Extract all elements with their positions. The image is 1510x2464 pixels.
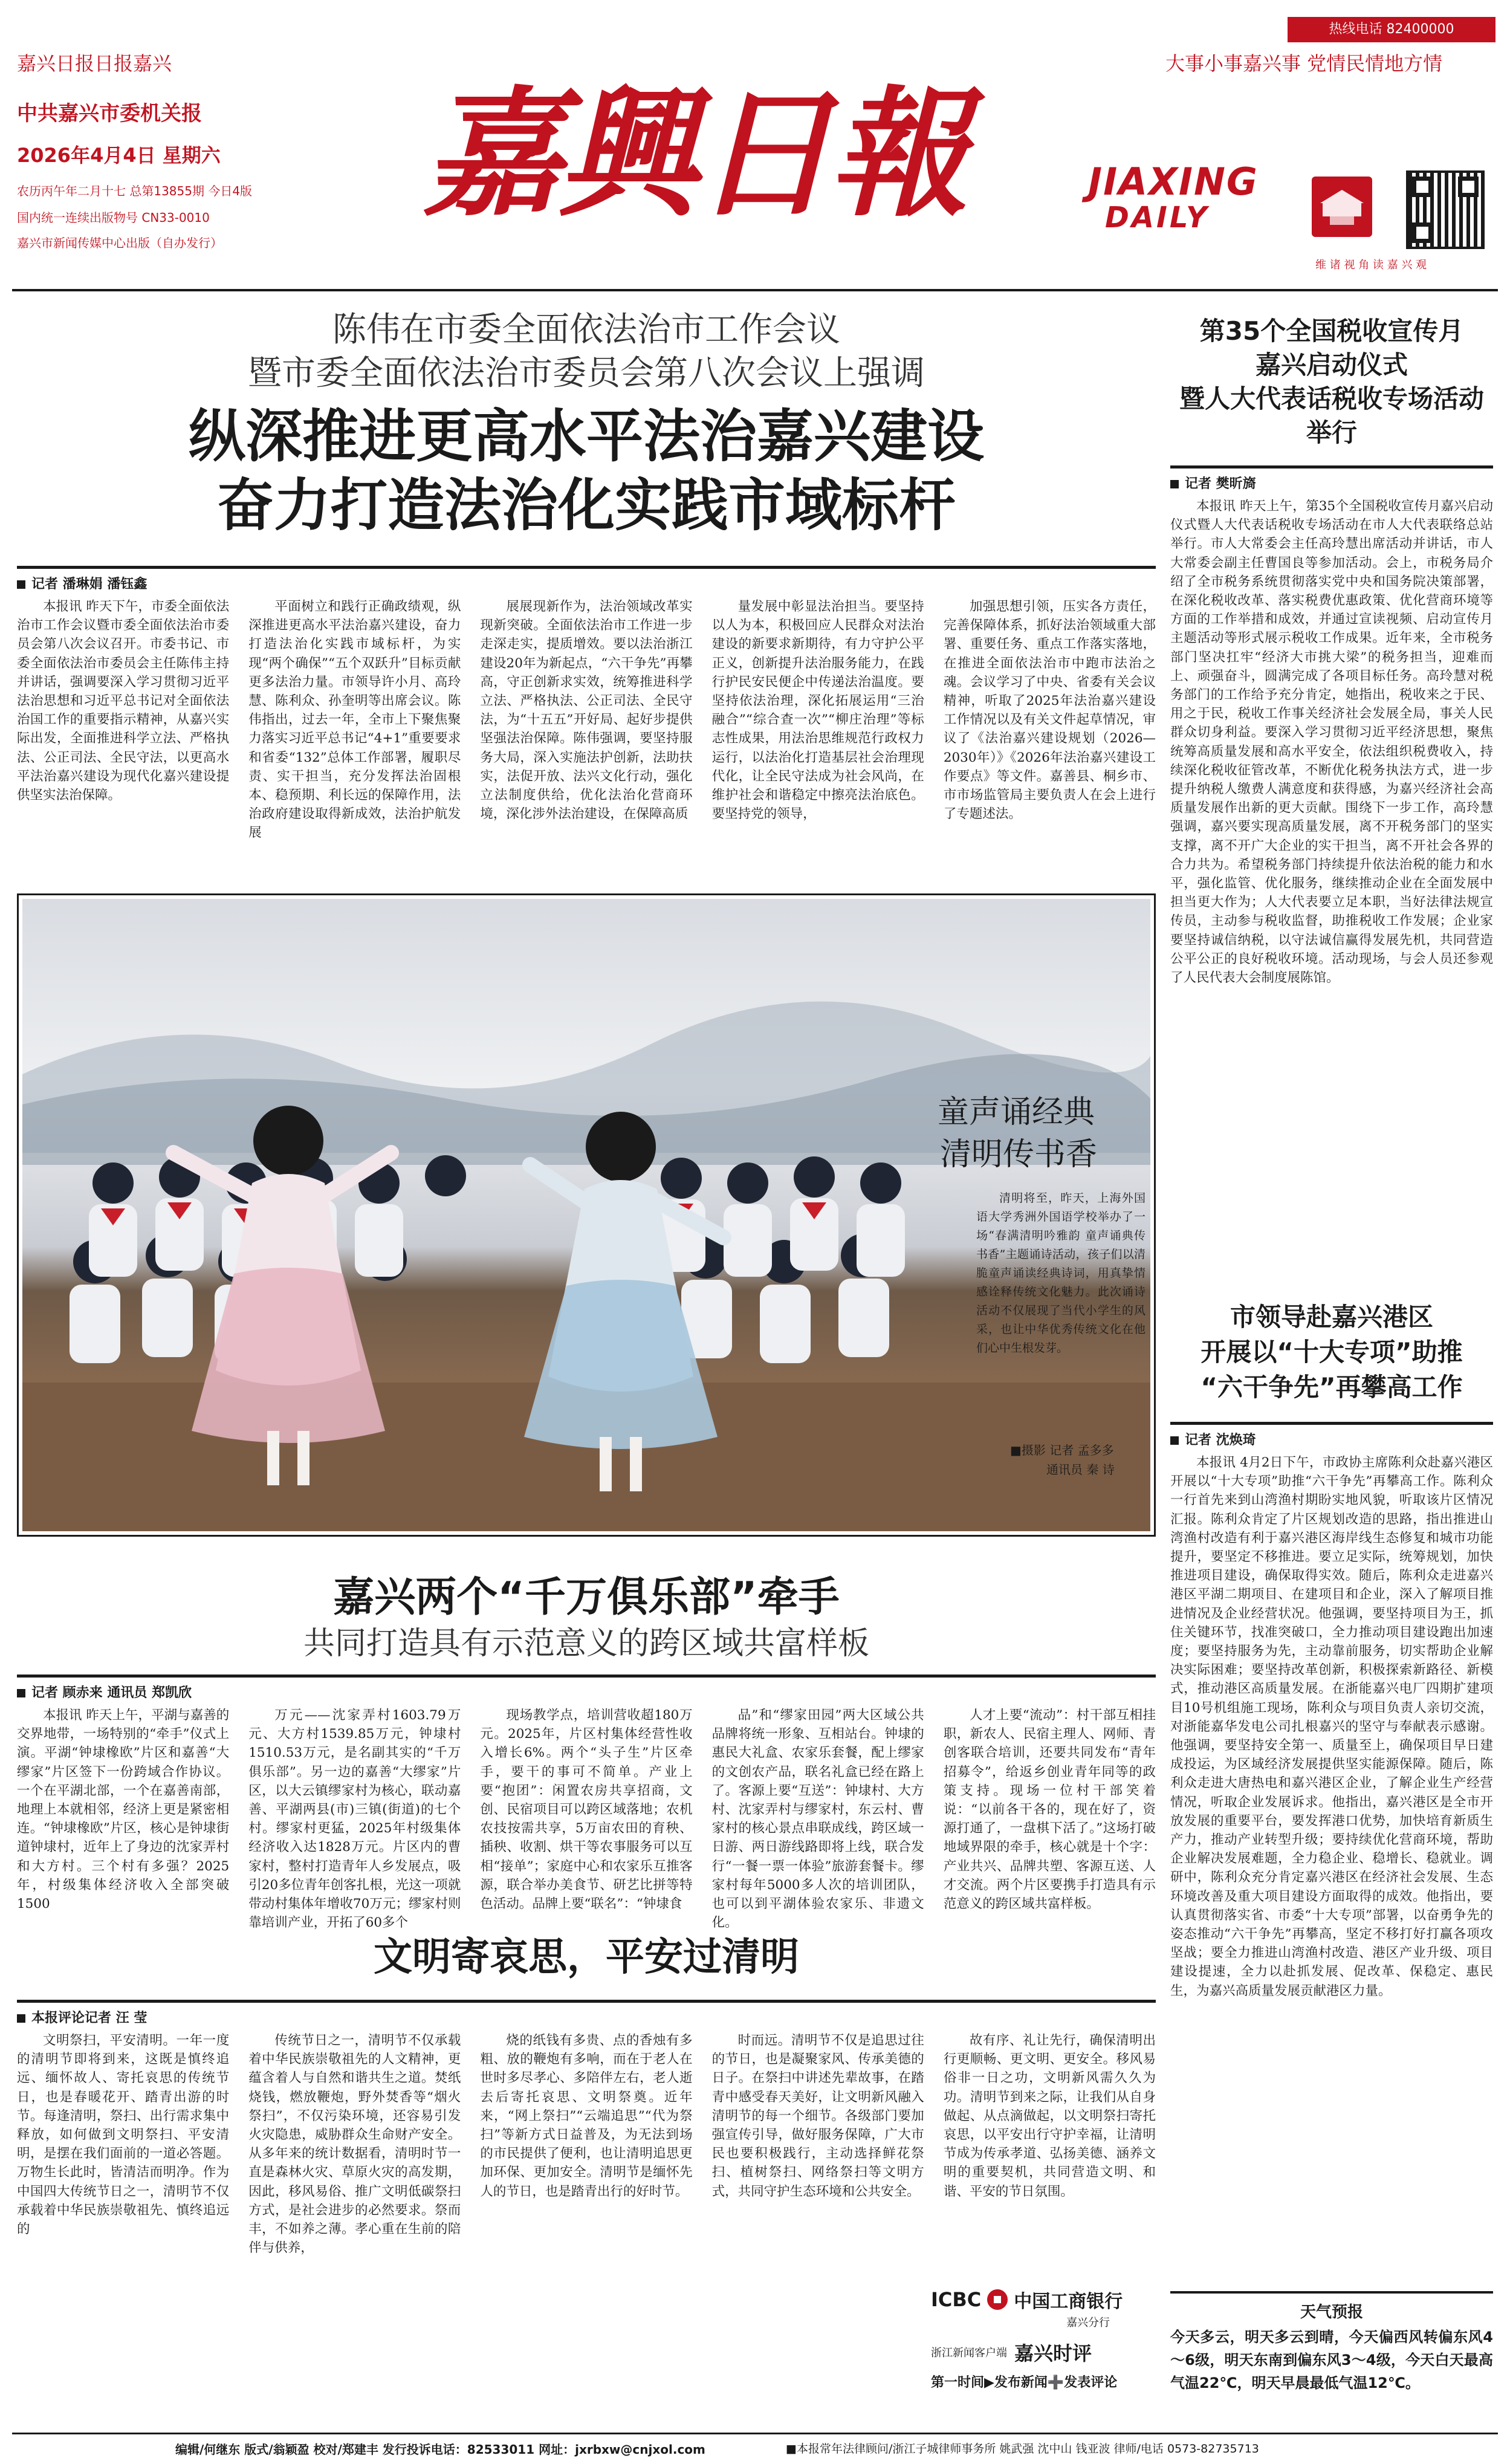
logo-en-line1: JIAXING xyxy=(1088,160,1259,204)
mid-story xyxy=(17,1572,1156,1931)
masthead xyxy=(0,0,1510,294)
editorial-col-4: 时而远。清明节不仅是追思过往的节日，也是凝聚家风、传承美德的日子。在祭扫中讲述先辈故事，在踏青中感受春天美好，让文明新风融入清明节的每一个细节。各级部门要加强宣传引导，做好服务保障，广大市民也要积极践行，主动选择鲜花祭扫、植树祭扫、网络祭扫等文明方式，共同守护生态环境和公共安全。 xyxy=(711,2033,924,2199)
mid-col-3: 现场教学点，培训营收超180万元。2025年，片区村集体经营性收入增长6%。两个“头子生”片区牵手，要干的事可不简单。产业上要“抱团”：闲置农房共享招商，文创、民宿项目可以跨区域落地；农机农技按需共享，5万亩农田的育秧、插秧、收割、烘干等农事服务可以互相“接单”；家庭中心和农家乐互推客源，联合举办美食节、研艺比拼等特色活动。品牌上要“联名”：“钟埭食 xyxy=(480,1708,693,1912)
masthead-cn: 国内统一连续出版物号 CN33-0010 xyxy=(17,210,210,225)
footer-right: ■本报常年法律顾问/浙江子城律师事务所 姚武强 沈中山 钱亚波 律师/电话 0573-82735713 xyxy=(786,2442,1259,2456)
qr-caption: 维 诸 视 角 读 嘉 兴 观 xyxy=(1315,259,1427,271)
hotline-bar xyxy=(1288,17,1495,42)
lead-col-2: 平面树立和践行正确政绩观，纵深推进更高水平法治嘉兴建设，奋力打造法治化实践市域标杆，为实现“两个确保”“五个双跃升”目标贡献更多法治力量。市领导许小月、高玲慧、陈利众、孙奎明等出席会议。陈伟指出，过去一年，全市上下聚焦聚力落实习近平总书记“4+1”重要要求和省委“132”总体工作部署，履职尽责、实干担当，充分发挥法治固根本、稳预期、利长远的保障作用，法治政府建设取得新成效，法治护航发展 xyxy=(248,599,461,841)
mid-col-2: 万元——沈家弄村1603.79万元、大方村1539.85万元，钟埭村1510.53万元，是名副其实的“千万俱乐部”。另一边的嘉善“大缪家”片区，以大云镇缪家村为核心，联动嘉善、平湖两县(市)三镇(街道)的七个村。缪家村更猛，2025年村级集体经济收入达1828万元。片区内的曹家村，整村打造青年人乡发展点，吸引20多位青年创客扎根，光这一项就带动村集体年增收70万元；缪家村则靠培训产业，开拓了60多个 xyxy=(248,1708,461,1931)
right-mid-byline xyxy=(1170,1422,1493,1453)
editorial-col-2: 传统节日之一，清明节不仅承载着中华民族崇敬祖先的人文精神，更蕴含着人与自然和谐共生之道。焚纸烧钱，燃放鞭炮，野外焚香等“烟火祭扫”，不仅污染环境，还容易引发火灾隐患，威胁群众生命财产安全。从多年来的统计数据看，清明时节一直是森林火灾、草原火灾的高发期，因此，移风易俗、推广文明低碳祭扫方式，是社会进步的必然要求。祭而丰，不如养之薄。孝心重在生前的陪伴与供养， xyxy=(248,2033,461,2256)
photo-credit-2: 通讯员 秦 诗 xyxy=(1046,1462,1115,1477)
mid-col-5: 人才上要“流动”：村干部互相挂职，新农人、民宿主理人、网师、青创客联合培训，还要共同发布“青年招募令”，给返乡创业青年同等的政策支持。现场一位村干部笑着说：“以前各干各的，现在好了，资源打通了，一盘棋下活了。”这场打破地域界限的牵手，核心就是十个字：产业共兴、品牌共塑、客源互送、人才交流。两个片区要携手打造具有示范意义的跨区域共富样板。 xyxy=(943,1708,1156,1912)
hotline-text: 热线电话 82400000 xyxy=(1329,22,1454,37)
logo-en xyxy=(1088,162,1259,233)
lead-body xyxy=(17,597,1156,906)
lead-byline-text: 记者 潘琳娟 潘钰鑫 xyxy=(31,577,147,592)
editorial-col-3: 烧的纸钱有多贵、点的香烛有多粗、放的鞭炮有多响，而在于老人在世时多尽孝心、多陪伴左右，老人逝去后寄托哀思、文明祭奠。近年来，“网上祭扫”“云端追思”“代为祭扫”等新方式日益普及，为无法到场的市民提供了便利，也让清明追思更加环保、更加安全。清明节是缅怀先人的节日，也是踏青出行的好时节。 xyxy=(480,2033,693,2199)
right-mid-byline-text: 记者 沈焕琦 xyxy=(1185,1433,1256,1448)
byline-square-icon xyxy=(17,580,25,589)
right-mid-title-3: “六干争先”再攀高工作 xyxy=(1201,1372,1463,1402)
emblem-icon xyxy=(1312,177,1372,237)
masthead-right-slogan: 大事小事嘉兴事 党情民情地方情 xyxy=(1165,52,1443,75)
column-slogan: 第一时间▶发布新闻➕发表评论 xyxy=(931,2375,1118,2390)
byline-square-icon xyxy=(1170,480,1179,488)
byline-square-icon xyxy=(17,1689,25,1697)
right-top-title-2: 嘉兴启动仪式 xyxy=(1255,350,1408,380)
masthead-publisher: 嘉兴市新闻传媒中心出版（自办发行） xyxy=(17,236,222,250)
lead-title-2: 奋力打造法治化实践市域标杆 xyxy=(216,473,956,539)
lead-kicker-2: 暨市委全面依法治市委员会第八次会议上强调 xyxy=(248,354,925,393)
masthead-org: 中共嘉兴市委机关报 xyxy=(17,102,202,126)
lead-col-5: 加强思想引领，压实各方责任，完善保障体系，抓好法治领域重大部署、重要任务、重点工作落实落地，在推进全面依法治市中跑市法治之魂。会议学习了中央、省委有关会议精神，听取了2025年法治嘉兴建设工作情况以及有关文件起草情况，审议了《法治嘉兴建设规划（2026—2030年）》《2026年法治嘉兴建设工作要点》等文件。嘉善县、桐乡市、市市场监管局主要负责人在会上进行了专题述法。 xyxy=(943,599,1156,822)
mid-subtitle: 共同打造具有示范意义的跨区域共富样板 xyxy=(303,1626,869,1662)
right-mid-title-2: 开展以“十大专项”助推 xyxy=(1201,1337,1463,1367)
bank-sub: 嘉兴分行 xyxy=(1066,2316,1110,2329)
right-top-title-3: 暨人大代表话税收专场活动举行 xyxy=(1179,384,1484,447)
weather-title: 天气预报 xyxy=(1300,2303,1363,2321)
lead-story xyxy=(17,308,1156,883)
footer-left: 编辑/何继东 版式/翁颖盈 校对/郑建丰 发行投诉电话：82533011 网址：jxrbxw@cnjxol.com xyxy=(175,2442,705,2457)
weather-box xyxy=(1170,2291,1493,2412)
qr-code-icon[interactable] xyxy=(1406,170,1485,249)
right-top-story xyxy=(1170,314,1493,1312)
ad-block xyxy=(931,2286,1161,2413)
column-org: 浙江新闻客户端 xyxy=(931,2347,1007,2359)
masthead-date: 2026年4月4日 星期六 xyxy=(17,144,221,167)
right-mid-story xyxy=(1170,1300,1493,2279)
mid-body xyxy=(17,1706,1156,1931)
bank-name: 中国工商银行 xyxy=(1014,2291,1123,2312)
right-top-byline-text: 记者 樊昕旖 xyxy=(1185,476,1256,491)
editorial-byline-text: 本报评论记者 汪 莹 xyxy=(31,2011,147,2026)
masthead-rule xyxy=(12,289,1498,291)
icbc-icon xyxy=(987,2289,1008,2310)
newspaper-logo: 嘉興日報 xyxy=(423,73,965,236)
photo-title-1: 童声诵经典 xyxy=(938,1094,1095,1130)
right-top-byline xyxy=(1170,465,1493,497)
bank-code: ICBC xyxy=(931,2288,982,2311)
editorial-byline xyxy=(17,2000,1156,2031)
photo-title-2: 清明传书香 xyxy=(940,1136,1098,1173)
photo-story xyxy=(17,893,1156,1537)
icbc-logo xyxy=(931,2286,1161,2313)
column-name: 嘉兴时评 xyxy=(1014,2342,1092,2365)
editorial-col-1: 文明祭扫，平安清明。一年一度的清明节即将到来，这既是慎终追远、缅怀故人、寄托哀思的传统节日，也是春暖花开、踏青出游的时节。每逢清明，祭扫、出行需求集中释放，如何做到文明祭扫、平安清明，是摆在我们面前的一道必答题。万物生长此时，皆清洁而明净。作为中国四大传统节日之一，清明节不仅承载着中华民族崇敬祖先、慎终追远的 xyxy=(17,2033,230,2237)
mid-byline xyxy=(17,1675,1156,1706)
masthead-lunar: 农历丙午年二月十七 总第13855期 今日4版 xyxy=(17,184,253,198)
photo-credit-1: ■摄影 记者 孟多多 xyxy=(1010,1443,1114,1457)
right-mid-title-1: 市领导赴嘉兴港区 xyxy=(1230,1302,1433,1332)
editorial xyxy=(17,1932,1156,2283)
right-top-title-1: 第35个全国税收宣传月 xyxy=(1199,316,1464,346)
masthead-left-slogan: 嘉兴日报日报嘉兴 xyxy=(17,52,172,75)
mid-byline-text: 记者 顾赤来 通讯员 郑凯欣 xyxy=(31,1685,192,1700)
lead-col-1: 本报讯 昨天下午，市委全面依法治市工作会议暨市委全面依法治市委员会第八次会议召开。市委书记、市委全面依法治市委员会主任陈伟主持并讲话，强调要深入学习贯彻习近平法治思想和习近平总书记对全面依法治国工作的重要指示精神，从嘉兴实际出发，全面推进科学立法、严格执法、公正司法、全民守法，以更高水平法治嘉兴建设为现代化嘉兴建设提供坚实法治保障。 xyxy=(17,599,230,803)
right-mid-body: 本报讯 4月2日下午，市政协主席陈利众赴嘉兴港区开展以“十大专项”助推“六干争先”再攀高工作。陈利众一行首先来到山湾渔村期盼实地风貌，听取该片区情况汇报。陈利众肯定了片区规划改造的思路，指出推进山湾渔村改造有利于嘉兴港区海岸线生态修复和城市功能提升，要坚定不移推进。要立足实际，统筹规划，加快推进项目建设，确保取得实效。随后，陈利众走进嘉兴港区平湖二期项目、在建项目和企业，深入了解项目推进情况及企业经营状况。他强调，要坚持项目为王，抓住关键环节，找准突破口，全力推动项目建设跑出加速度；要坚持服务为先，主动靠前服务，切实帮助企业解决实际困难；要坚持改革创新，积极探索新路径、新模式，推动港区高质量发展。在浙能嘉兴电厂四期扩建项目10号机组施工现场，陈利众与项目负责人亲切交流，对浙能嘉华发电公司扎根嘉兴的坚守与奉献表示感谢。他强调，要坚持安全第一、质量至上，确保项目早日建成投运，为区域经济发展提供坚实能源保障。随后，陈利众走进大唐热电和嘉兴港区企业，了解企业生产经营情况，听取企业发展诉求。他指出，嘉兴港区是全市开放发展的重要平台，要发挥港口优势，加快培育新质生产力，推动产业转型升级；要持续优化营商环境，帮助企业解决发展难题，全力稳企业、稳增长、稳就业。调研中，陈利众充分肯定嘉兴港区在经济社会发展、生态环境改善及重大项目建设方面取得的成效。他指出，要认真贯彻落实省、市委“十大专项”部署，以奋勇争先的姿态推动“六干争先”再攀高，坚定不移打好打赢各项攻坚战；要全力推进山湾渔村改造、港区产业升级、项目建设提速，全力以赴抓发展、促改革、保稳定、惠民生，为嘉兴高质量发展贡献港区力量。 xyxy=(1170,1455,1493,1999)
lead-col-4: 量发展中彰显法治担当。要坚持以人为本，积极回应人民群众对法治建设的新要求新期待，有力守护公平正义，创新提升法治服务能力，在践行护民安民便企中传递法治温度。要坚持依法治理，深化拓展运用“三治融合”“综合查一次”“柳庄治理”等标志性成果，用法治思维规范行政权力运行，以法治化打造基层社会治理现代化，让全民守法成为社会风尚，在维护社会和谐稳定中擦亮法治底色。要坚持党的领导， xyxy=(711,599,924,822)
footer-rule xyxy=(12,2433,1498,2434)
weather-text: 今天多云，明天多云到晴，今天偏西风转偏东风4～6级，明天东南到偏东风3～4级，今天白天最高气温22℃，明天早晨最低气温12℃。 xyxy=(1170,2329,1493,2391)
lead-byline xyxy=(17,566,1156,597)
mid-col-1: 本报讯 昨天上午，平湖与嘉善的交界地带，一场特别的“牵手”仪式上演。平湖“钟埭橡欧”片区和嘉善“大缪家”片区签下一份跨域合作协议。一个在平湖北部，一个在嘉善南部，地理上本就相邻，经济上更是紧密相连。“钟埭橡欧”片区，核心是钟埭街道钟埭村，近年上了身边的沈家弄村和大方村。三个村有多强？2025年，村级集体经济收入全部突破1500 xyxy=(17,1708,230,1912)
lead-col-3: 展展现新作为，法治领域改革实现新突破。全面依法治市工作进一步走深走实，提质增效。要以法治浙江建设20年为新起点，“六干争先”再攀高，守正创新求实效，统筹推进科学立法、严格执法、公正司法、全民守法，为“十五五”开好局、起好步提供坚强法治保障。陈伟强调，要坚持服务大局，深入实施法护创新，法助扶实，法促开放、法兴文化行动，强化立法制度供给，优化法治化营商环境，深化涉外法治建设，在保障高质 xyxy=(480,599,693,822)
byline-square-icon xyxy=(17,2014,25,2023)
mid-title: 嘉兴两个“千万俱乐部”牵手 xyxy=(333,1574,840,1621)
byline-square-icon xyxy=(1170,1436,1179,1445)
logo-en-line2: DAILY xyxy=(1105,201,1210,235)
right-top-body: 本报讯 昨天上午，第35个全国税收宣传月嘉兴启动仪式暨人大代表话税收专场活动在市人大代表联络总站举行。市人大常委会主任高玲慧出席活动并讲话，市人大常委会副主任曹国良等参加活动。会上，市税务局介绍了全市税务系统贯彻落实党中央和国务院决策部署，在深化税收改革、落实税费优惠政策、优化营商环境等方面的工作举措和成效，并通过宣读视频、启动宣传月主题活动等形式展示税收工作成果。近年来，全市税务部门坚决扛牢“经济大市挑大梁”的税务担当，迎难而上、顽强奋斗，圆满完成了各项目标任务。高玲慧对税务部门的工作给予充分肯定，她指出，税收来之于民、用之于民，税收工作事关经济社会发展全局，事关人民群众切身利益。要深入学习贯彻习近平经济思想，聚焦统筹高质量发展和高水平安全，依法组织税费收入，持续深化税收征管改革，不断优化税务执法方式，进一步提升纳税人缴费人满意度和获得感，为嘉兴经济社会高质量发展作出新的更大贡献。围绕下一步工作，高玲慧强调，嘉兴要实现高质量发展，离不开税务部门的坚实支撑，离不开广大企业的实干担当，离不开社会各界的合力共为。希望税务部门持续提升依法治税的能力和水平，强化监管、优化服务，继续推动企业在全面发展中担当更大作为；人大代表要立足本职，当好法律法规宣传员，主动参与税收监督，助推税收工作发展；企业家要坚持诚信纳税，以守法诚信赢得发展先机，共同营造公平公正的良好税收环境。活动现场，与会人员还参观了人民代表大会制度展陈馆。 xyxy=(1170,499,1493,986)
editorial-title: 文明寄哀思，平安过清明 xyxy=(374,1935,799,1980)
lead-title-1: 纵深推进更高水平法治嘉兴建设 xyxy=(188,404,984,470)
editorial-body xyxy=(17,2031,1156,2273)
lead-kicker-1: 陈伟在市委全面依法治市工作会议 xyxy=(332,310,840,349)
editorial-col-5: 故有序、礼让先行，确保清明出行更顺畅、更文明、更安全。移风易俗非一日之功，文明新风需久久为功。清明节到来之际，让我们从自身做起、从点滴做起，以文明祭扫寄托哀思，以平安出行守护幸福，让清明节成为传承孝道、弘扬美德、涵养文明的重要契机，共同营造文明、和谐、平安的节日氛围。 xyxy=(943,2033,1156,2199)
mid-col-4: 品”和“缪家田园”两大区域公共品牌将统一形象、互相站台。钟埭的惠民大礼盒、农家乐套餐，配上缪家的文创农产品，联名礼盒已经在路上了。客源上要“互送”：钟埭村、大方村、沈家弄村与缪家村，东云村、曹家村的核心景点串联成线，跨区域一日游、两日游线路即将上线，联合发行“一餐一票一体验”旅游套餐卡。缪家村每年5000多人次的培训团队，也可以到平湖体验农家乐、非遗文化。 xyxy=(711,1708,924,1931)
photo-caption: 清明将至，昨天，上海外国语大学秀洲外国语学校举办了一场“春满清明吟雅韵 童声诵典传书香”主题诵诗活动，孩子们以清脆童声诵读经典诗词，用真挚情感诠释传统文化魅力。此次诵诗活动不仅展现了当代小学生的风采，也让中华优秀传统文化在他们心中生根发芽。 xyxy=(976,1191,1145,1355)
